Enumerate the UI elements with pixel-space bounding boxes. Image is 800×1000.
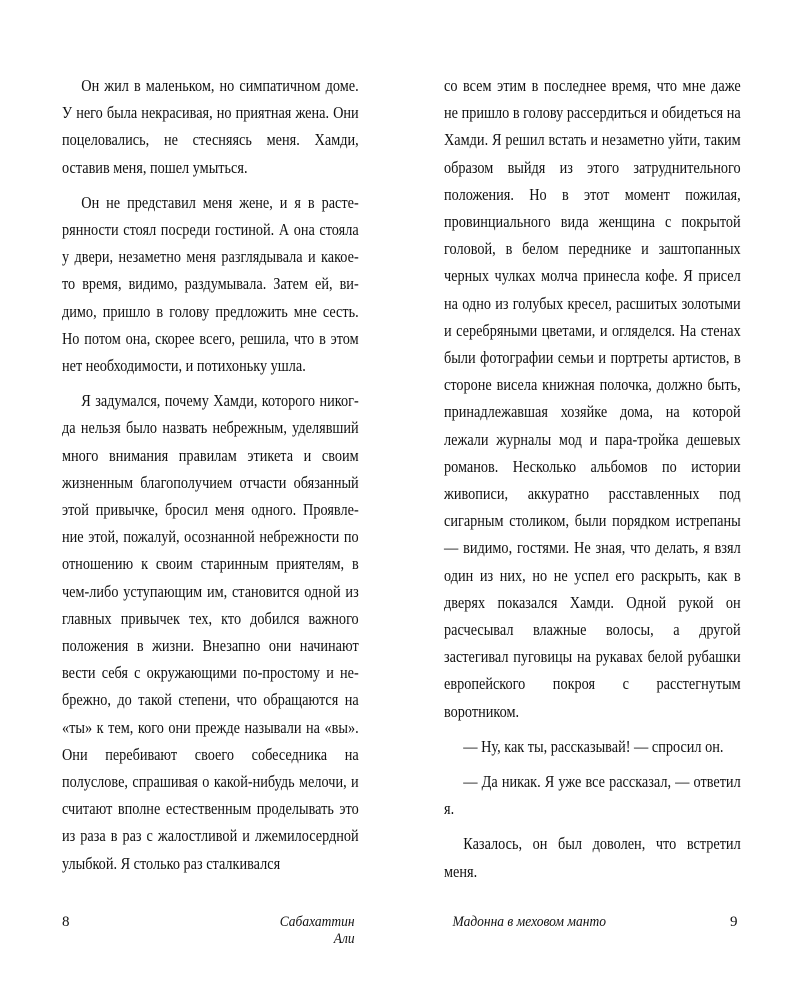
right-paragraph-1: со всем этим в последнее время, что мне даже не пришло в голову рассердиться и обидеться на Хамди. Я решил встать и незаметно уйти, таким образом выйдя из этого затруднительного положения. Но в этот момент пожилая, провинциального вида женщина с покрытой головой, в белом переднике и заштопанных черных чулках молча принесла кофе. Я присел на одно из голубых кресел, расшитых золотыми и серебряными цветами, и огляделся. На стенах были фотографии семьи и портреты артистов, в стороне висела книжная полочка, должно быть, принадлежавшая хозяйке дома, на которой лежали журналы мод и пара-тройка дешевых романов. Несколько альбомов по истории живописи, аккуратно расставленных под сигарным столиком, были порядком истрепаны — видимо, гостями. Не зная, что делать, я взял один из них, но не успел его раскрыть, как в дверях показался Хамди. Одной рукой он расчесывал влажные волосы, а другой застегивал пуговицы на рукавах белой рубашки европейского покроя с расстегнутым воротником. xyxy=(444,76,741,721)
left-page-number: 8 xyxy=(62,914,70,930)
right-page-body xyxy=(444,72,741,885)
book-title: Мадонна в меховом манто xyxy=(452,914,606,930)
left-page xyxy=(62,72,359,885)
left-page-body xyxy=(62,72,359,877)
author-name: Сабахаттин Али xyxy=(279,914,355,947)
left-paragraph-3: Я задумался, почему Хамди, которого никогда нельзя было назвать небрежным, уделявший много внимания правилам этикета и своим жизненным благополучием отчасти обязанный этой привычке, бросил меня одного. Проявление этой, пожалуй, осознанной небрежности по отношению к своим старинным приятелям, в чем-либо уступающим им, становится одной из главных привычек тех, кто добился важного положения в жизни. Внезапно они начинают вести себя с окружающими по-простому и небрежно, до такой степени, что обращаются на «ты» к тем, кого они прежде называли на «вы». Они перебивают своего собеседника на полуслове, спрашивая о какой-нибудь мелочи, и считают вполне естественным проделывать это из раза в раз с жалостливой и лжемилосердной улыбкой. Я столько раз сталкивался xyxy=(62,391,359,873)
right-page xyxy=(444,72,741,893)
left-paragraph-1: Он жил в маленьком, но симпатичном доме. У него была некрасивая, но приятная жена. Они поцеловались, не стесняясь меня. Хамди, оставив меня, пошел умыться. xyxy=(62,76,359,177)
right-paragraph-3: — Да никак. Я уже все рассказал, — ответил я. xyxy=(444,772,741,819)
right-page-number: 9 xyxy=(730,914,738,930)
right-running-head xyxy=(444,914,615,931)
right-paragraph-2: — Ну, как ты, рассказывай! — спросил он. xyxy=(463,736,724,756)
left-paragraph-2: Он не представил меня жене, и я в растерянности стоял посреди гостиной. А она стояла у двери, незаметно меня разглядывала и какое-то время, видимо, раздумывала. Затем ей, видимо, пришло в голову предложить мне сесть. Но потом она, скорее всего, решила, что в этом нет необходимости, и потихоньку ушла. xyxy=(62,192,359,376)
left-running-head xyxy=(252,914,360,948)
right-paragraph-4: Казалось, он был доволен, что встретил меня. xyxy=(444,834,741,881)
